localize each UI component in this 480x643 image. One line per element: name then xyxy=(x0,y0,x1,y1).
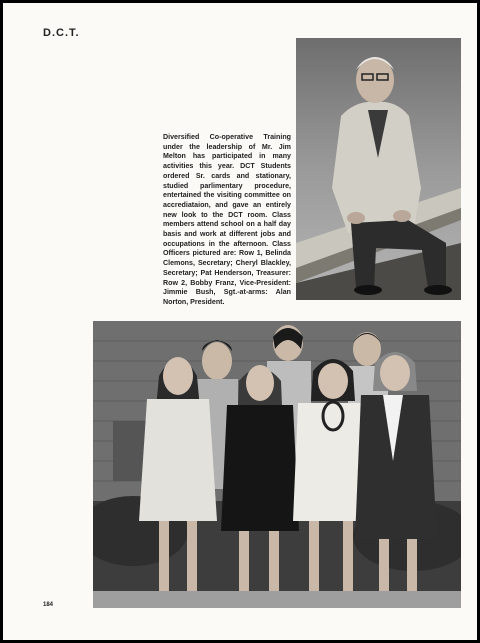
teacher-portrait-image xyxy=(296,38,461,300)
caption-text: Diversified Co-operative Training under the leadership of Mr. Jim Melton has participated in many activities this year. DCT Students ordered Sr. cards and stationary, studied parlimentary procedure, entertained the visiting committee on accrediataion, and gave an entirely new look to the DCT room. Class members attend school on a half day basis and work at different jobs and occupations in the afternoon. Class Officers pictured are: Row 1, Belinda Clemons, Secretary; Cheryl Blackley, Secretary; Pat Henderson, Treasurer: Row 2, Bobby Franz, Vice-President: Jimmie Bush, Sgt.-at-arms: Alan Norton, President. xyxy=(163,133,291,306)
class-officers-image xyxy=(93,321,461,608)
section-title: D.C.T. xyxy=(43,27,80,39)
teacher-portrait-photo xyxy=(296,38,461,300)
page-number: 184 xyxy=(43,602,54,608)
class-officers-photo xyxy=(93,321,461,608)
